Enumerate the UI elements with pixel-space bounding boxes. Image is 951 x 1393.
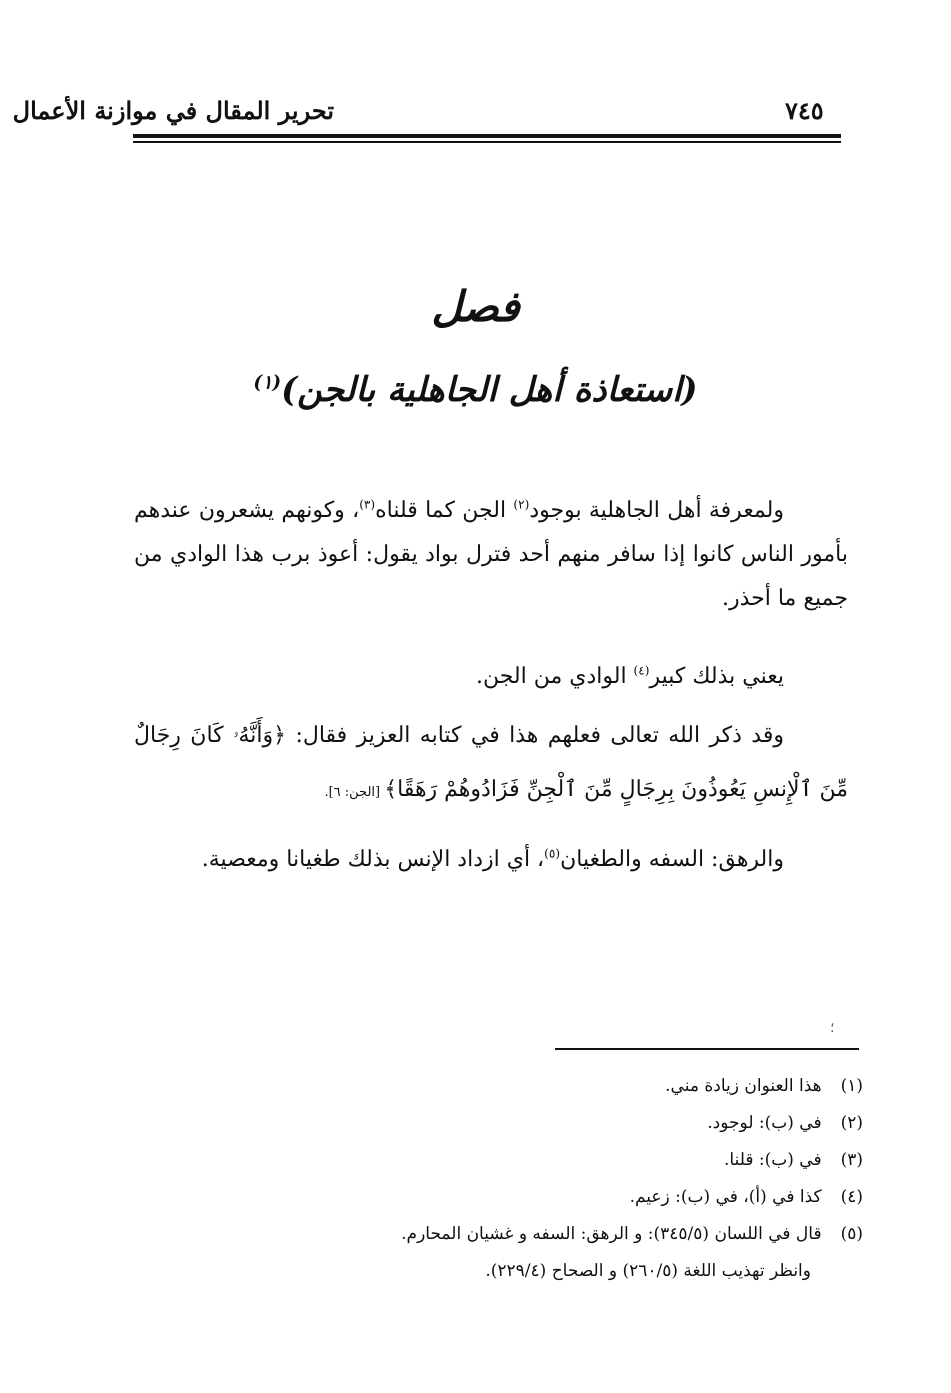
footnote-ref-2: (٢) xyxy=(513,497,530,512)
footnote-4 xyxy=(303,1179,863,1216)
paragraph-1-text-a: ولمعرفة أهل الجاهلية بوجود xyxy=(529,498,784,523)
footnote-5 xyxy=(303,1216,863,1253)
footnote-number: (٣) xyxy=(840,1150,863,1170)
paragraph-3-text-a: وقد ذكر الله تعالى فعلهم هذا في كتابه العزيز فقال: xyxy=(286,723,784,748)
paragraph-4-text-b: ، أي ازداد الإنس بذلك طغيانا ومعصية. xyxy=(201,847,545,872)
footnote-number: (٢) xyxy=(840,1113,863,1133)
paragraph-2-text-b: الوادي من الجن. xyxy=(475,664,634,689)
footnote-ref-5: (٥) xyxy=(544,846,561,861)
verse-reference: [الجن: ٦]. xyxy=(324,785,385,800)
footnote-number: (٥) xyxy=(840,1224,863,1244)
paragraph-2-text-a: يعني بذلك كبير xyxy=(649,664,784,689)
page-number: ٧٤٥ xyxy=(785,96,824,125)
footnote-rule xyxy=(555,1048,859,1050)
footnote-number: (١) xyxy=(840,1076,863,1096)
footnote-text: قال في اللسان (٣٤٥/٥): و الرهق: السفه و غشيان المحارم. xyxy=(401,1224,822,1244)
paragraph-1-text-b: الجن كما قلناه xyxy=(375,498,514,523)
paragraph-1 xyxy=(134,489,848,621)
footnote-ref-1: (١) xyxy=(253,371,282,394)
footnote-5-continuation: وانظر تهذيب اللغة (٢٦٠/٥) و الصحاح (٢٢٩/٤). xyxy=(485,1261,811,1281)
footnote-ref-4: (٤) xyxy=(633,663,650,678)
footnote-text: كذا في (أ)، في (ب): زعيم. xyxy=(629,1187,822,1207)
paragraph-3 xyxy=(134,709,848,820)
quran-verse: ﴿وَأَنَّهُۥ كَانَ رِجَالٌ مِّنَ ٱلْإِنسِ يَعُوذُونَ بِرِجَالٍ مِّنَ ٱلْجِنِّ فَزَادُوهُمْ رَهَقًا﴾ xyxy=(134,723,848,802)
footnote-3 xyxy=(303,1142,863,1179)
stray-mark: ؛ xyxy=(830,1020,835,1036)
footnote-text: في (ب): قلنا. xyxy=(724,1150,822,1170)
footnote-ref-3: (٣) xyxy=(359,497,376,512)
paragraph-2 xyxy=(134,655,848,699)
header-rule-thick xyxy=(133,134,841,138)
paragraph-4-text-a: والرهق: السفه والطغيان xyxy=(560,847,784,872)
footnote-2 xyxy=(303,1105,863,1142)
footnote-text: هذا العنوان زيادة مني. xyxy=(665,1076,822,1096)
header-rule-thin xyxy=(133,141,841,143)
chapter-title: فصل xyxy=(431,282,520,331)
footnotes xyxy=(303,1068,863,1290)
chapter-subtitle xyxy=(0,370,951,410)
paragraph-1-text-c: ، وكونهم يشعرون عندهم بأمور الناس كانوا إذا سافر منهم أحد فترل بواد يقول: أعوذ برب هذا الوادي من جميع ما أحذر. xyxy=(134,498,848,611)
running-title: تحرير المقال في موازنة الأعمال xyxy=(12,96,334,125)
footnote-text: في (ب): لوجود. xyxy=(707,1113,822,1133)
footnote-1 xyxy=(303,1068,863,1105)
paragraph-4 xyxy=(134,838,848,882)
footnote-number: (٤) xyxy=(840,1187,863,1207)
chapter-subtitle-text: (استعاذة أهل الجاهلية بالجن) xyxy=(281,370,698,410)
